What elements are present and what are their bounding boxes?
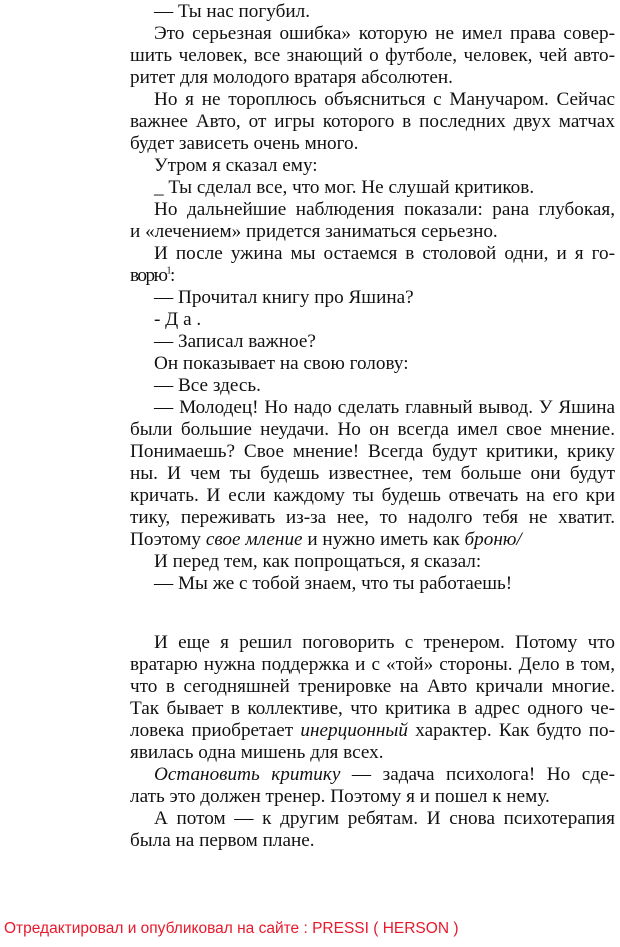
- text-line: _ Ты сделал все, что мог. Не слушай критиков.: [154, 177, 535, 198]
- text-line: И после ужина мы остаемся в столовой одни, и я го-: [154, 243, 615, 264]
- publisher-footer: Отредактировал и опубликовал на сайте : PRESSI ( HERSON ): [4, 920, 459, 937]
- text-line: — Молодец! Но надо сделать главный вывод. У Яшина: [154, 397, 615, 418]
- text-line: шить человек, все знающий о футболе, человек, чей авто-: [130, 45, 615, 66]
- text-line: что в сегодняшней тренировке на Авто кричали многие.: [130, 676, 615, 697]
- italic-fragment: свое мление: [205, 529, 303, 550]
- text-line: ны. И чем ты будешь известнее, тем больше они будут: [130, 463, 615, 484]
- text-line: Так бывает в коллективе, что критика в адрес одного че-: [130, 698, 615, 719]
- line-fragment: :: [169, 265, 174, 286]
- text-line: И еще я решил поговорить с тренером. Потому что: [154, 632, 615, 653]
- italic-fragment: инерционный: [300, 720, 409, 741]
- text-line: лать это должен тренер. Поэтому я и пошел к нему.: [130, 786, 550, 807]
- text-line: — Ты нас погубил.: [154, 1, 311, 22]
- text-line: А потом — к другим ребятам. И снова психотерапия: [154, 808, 615, 829]
- line-fragment: — задача психолога! Но сде-: [340, 764, 615, 785]
- italic-fragment: броню/: [464, 529, 522, 550]
- line-fragment: характер. Как будто по-: [408, 720, 615, 741]
- line-fragment: ворю: [130, 265, 167, 286]
- text-line: — Прочитал книгу про Яшина?: [154, 287, 414, 308]
- text-line: [130, 265, 615, 287]
- text-line: кричать. И если каждому ты будешь отвечать на его кри: [130, 485, 615, 506]
- text-line: [130, 529, 615, 551]
- text-line: вратарю нужна поддержка и с «той» стороны. Дело в том,: [130, 654, 615, 675]
- italic-fragment: Остановить критику: [154, 764, 341, 785]
- text-line: Утром я сказал ему:: [154, 155, 318, 176]
- line-fragment: Поэтому: [130, 529, 206, 550]
- text-line: Но дальнейшие наблюдения показали: рана глубокая,: [154, 199, 615, 220]
- text-line: Он показывает на свою голову:: [154, 353, 409, 374]
- text-line: Но я не тороплюсь объясниться с Манучаром. Сейчас: [154, 89, 615, 110]
- text-line: Понимаешь? Свое мнение! Всегда будут критики, крику: [130, 441, 615, 462]
- text-line: явилась одна мишень для всех.: [130, 742, 384, 763]
- text-line: — Записал важное?: [154, 331, 316, 352]
- text-line: И перед тем, как попрощаться, я сказал:: [154, 551, 482, 572]
- text-line: и «лечением» придется заниматься серьезно.: [130, 221, 498, 242]
- text-line: тику, переживать из-за нее, то надолго тебя не хватит.: [130, 507, 615, 528]
- footnote-marker: 1: [166, 265, 170, 277]
- text-line: - Д а .: [154, 309, 202, 330]
- text-line: будет зависеть очень много.: [130, 133, 359, 154]
- text-line: [130, 720, 615, 742]
- text-line: [154, 764, 615, 786]
- text-line: важнее Авто, от игры которого в последних двух матчах: [130, 111, 615, 132]
- text-line: — Все здесь.: [154, 375, 261, 396]
- line-fragment: ловека приобретает: [130, 720, 301, 741]
- text-line: Это серьезная ошибка» которую не имел права совер-: [154, 23, 615, 44]
- text-line: — Мы же с тобой знаем, что ты работаешь!: [154, 573, 513, 594]
- text-line: ритет для молодого вратаря абсолютен.: [130, 67, 453, 88]
- text-line: были большие неудачи. Но он всегда имел свое мнение.: [130, 419, 615, 440]
- line-fragment: и нужно иметь как: [302, 529, 465, 550]
- text-line: была на первом плане.: [130, 830, 315, 851]
